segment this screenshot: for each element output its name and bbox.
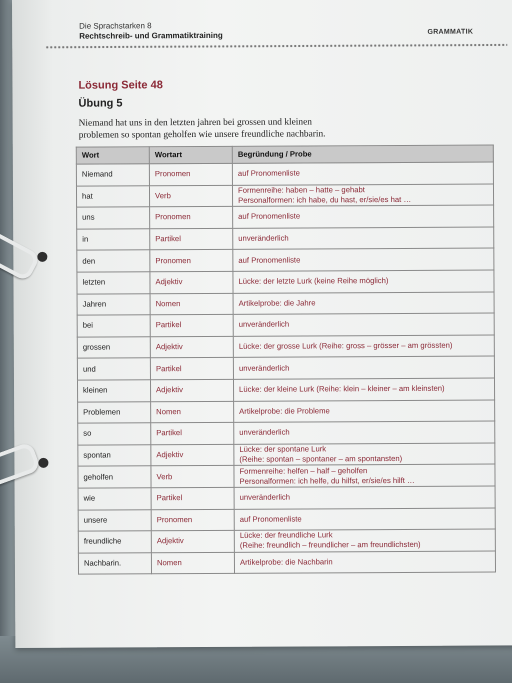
cell-begruendung — [232, 184, 493, 207]
table-row — [77, 248, 494, 272]
cell-wortart: Adjektiv — [151, 530, 234, 552]
table-row — [78, 529, 495, 553]
cell-wortart: Pronomen — [150, 250, 233, 272]
cell-wortart: Verb — [151, 466, 234, 488]
table-row — [77, 378, 494, 402]
sentence-line-1: Niemand hat uns in den letzten jahren bei grossen und kleinen — [78, 117, 312, 129]
cell-wortart: Partikel — [150, 228, 233, 250]
begruendung-line-1: Artikelprobe: die Probleme — [239, 406, 330, 416]
begruendung-line-1: unveränderlich — [239, 427, 290, 438]
cell-begruendung — [234, 486, 495, 509]
cell-wortart: Partikel — [150, 358, 233, 380]
exercise-heading: Übung 5 — [78, 97, 123, 110]
cell-begruendung — [233, 356, 494, 379]
cell-begruendung — [234, 529, 495, 552]
cell-wort: hat — [76, 185, 149, 207]
cell-wort: so — [78, 423, 151, 445]
cell-wort: unsere — [78, 509, 151, 531]
begruendung-line-1: Lücke: der kleine Lurk (Reihe: klein – kleiner – am kleinsten) — [239, 383, 445, 395]
begruendung-line-1: unveränderlich — [238, 363, 290, 373]
cell-wortart: Adjektiv — [151, 444, 234, 466]
sentence-line-2: problemen so spontan geholfen wie unsere freundliche nachbarin. — [78, 129, 326, 141]
page-header — [79, 20, 489, 42]
cell-wortart: Partikel — [151, 487, 234, 509]
table-row — [78, 421, 495, 445]
column-header-wort: Wort — [76, 147, 149, 164]
cell-begruendung — [234, 464, 495, 487]
column-header-wortart: Wortart — [149, 146, 232, 163]
cell-begruendung — [234, 507, 495, 530]
begruendung-line-2: (Reihe: spontan – spontaner – am spontansten) — [239, 453, 403, 464]
table-row — [77, 205, 494, 229]
begruendung-line-2: (Reihe: freundlich – freundlicher – am freundlichsten) — [239, 540, 421, 551]
table-row — [78, 443, 495, 467]
exercise-sentence — [79, 116, 449, 142]
begruendung-line-1: Formenreihe: haben – hatte – gehabt — [237, 185, 365, 195]
table-row — [78, 486, 495, 510]
cell-begruendung — [233, 270, 494, 293]
cell-wort: freundliche — [78, 531, 151, 553]
cell-wort: geholfen — [78, 466, 151, 488]
cell-wort: und — [77, 358, 150, 380]
cell-begruendung — [233, 227, 494, 250]
table-row — [77, 292, 494, 316]
cell-begruendung — [234, 421, 495, 444]
binder-hole — [37, 252, 47, 262]
cell-wortart: Partikel — [151, 422, 234, 444]
table-row — [77, 356, 494, 380]
dotted-divider — [45, 43, 507, 48]
table-row — [77, 270, 494, 294]
cell-wort: spontan — [78, 444, 151, 466]
begruendung-line-1: auf Pronomenliste — [238, 211, 301, 222]
document-page — [12, 0, 512, 648]
table-row — [77, 227, 494, 251]
book-title: Die Sprachstarken 8 — [79, 21, 152, 31]
cell-wort: Jahren — [77, 293, 150, 315]
table-row — [78, 551, 495, 575]
begruendung-line-1: unveränderlich — [238, 320, 290, 330]
cell-wort: Nachbarin. — [78, 552, 151, 574]
cell-wort: letzten — [77, 272, 150, 294]
begruendung-line-1: auf Pronomenliste — [238, 255, 301, 265]
table-header-row — [76, 145, 493, 164]
begruendung-line-1: unveränderlich — [238, 233, 289, 243]
book-subtitle: Rechtschreib- und Grammatiktraining — [79, 30, 223, 41]
cell-begruendung — [233, 313, 494, 336]
table-row — [77, 313, 494, 337]
cell-wortart: Nomen — [151, 552, 234, 574]
cell-wort: grossen — [77, 337, 150, 359]
begruendung-line-1: auf Pronomenliste — [237, 168, 300, 179]
cell-begruendung — [233, 335, 494, 358]
cell-wort: kleinen — [77, 380, 150, 402]
cell-wortart: Nomen — [151, 401, 234, 423]
cell-wort: bei — [77, 315, 150, 337]
begruendung-line-1: Lücke: der freundliche Lurk — [239, 530, 333, 541]
binder-hole — [38, 458, 48, 468]
solution-heading: Lösung Seite 48 — [78, 79, 163, 92]
column-header-begruendung: Begründung / Probe — [232, 145, 493, 163]
cell-begruendung — [232, 162, 493, 185]
cell-begruendung — [234, 400, 495, 423]
cell-wortart: Adjektiv — [150, 379, 233, 401]
table-row — [76, 162, 493, 186]
cell-begruendung — [233, 205, 494, 228]
section-label: GRAMMATIK — [427, 28, 474, 36]
cell-begruendung — [233, 292, 494, 315]
begruendung-line-1: Artikelprobe: die Nachbarin — [239, 557, 333, 567]
cell-begruendung — [234, 551, 495, 574]
cell-wort: uns — [77, 207, 150, 229]
begruendung-line-2: Personalformen: ich habe, du hast, er/sie/es hat … — [238, 194, 412, 205]
cell-wortart: Verb — [149, 185, 232, 207]
cell-wortart: Adjektiv — [150, 271, 233, 293]
cell-wortart: Nomen — [150, 293, 233, 315]
table-row — [76, 184, 493, 208]
begruendung-line-1: Lücke: der spontane Lurk — [239, 444, 327, 454]
cell-wort: Niemand — [76, 164, 149, 186]
begruendung-line-1: Lücke: der letzte Lurk (keine Reihe möglich) — [238, 276, 389, 287]
cell-wort: in — [77, 229, 150, 251]
cell-wortart: Adjektiv — [150, 336, 233, 358]
cell-begruendung — [234, 443, 495, 466]
cell-wort: wie — [78, 488, 151, 510]
cell-wortart: Partikel — [150, 315, 233, 337]
cell-wort: den — [77, 250, 150, 272]
solution-table — [76, 144, 496, 574]
begruendung-line-1: auf Pronomenliste — [239, 514, 302, 524]
begruendung-line-1: unveränderlich — [239, 492, 291, 503]
cell-wort: Problemen — [78, 401, 151, 423]
table-row — [78, 400, 495, 424]
cell-wortart: Pronomen — [151, 509, 234, 531]
begruendung-line-1: Artikelprobe: die Jahre — [238, 298, 316, 308]
table-row — [78, 507, 495, 531]
cell-begruendung — [233, 378, 494, 401]
begruendung-line-2: Personalformen: ich helfe, du hilfst, er/sie/es hilft … — [239, 475, 415, 486]
begruendung-line-1: Lücke: der grosse Lurk (Reihe: gross – grösser – am grössten) — [238, 340, 453, 351]
cell-wortart: Pronomen — [149, 163, 232, 185]
cell-begruendung — [233, 248, 494, 271]
table-row — [78, 464, 495, 488]
cell-wortart: Pronomen — [150, 207, 233, 229]
table-row — [77, 335, 494, 359]
begruendung-line-1: Formenreihe: helfen – half – geholfen — [239, 465, 368, 476]
